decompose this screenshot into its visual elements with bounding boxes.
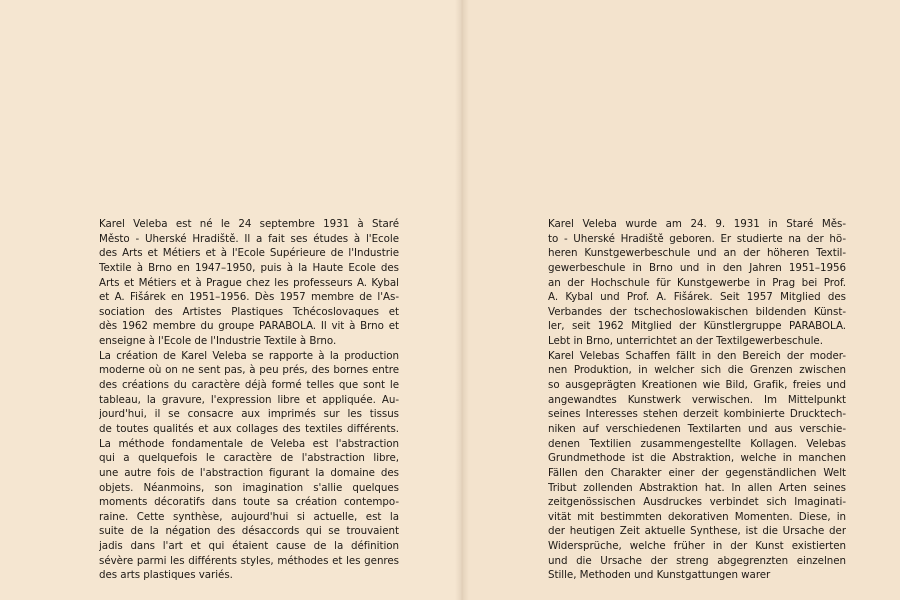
text-line: des créations du caractère déjà formé telles que sont le xyxy=(99,379,399,392)
text-line: angewandtes Kunstwerk verwischen. Im Mittelpunkt xyxy=(548,393,846,406)
text-line: La méthode fondamentale de Veleba est l'abstraction xyxy=(99,437,399,450)
text-line: des Arts et Métiers et à l'Ecole Supérieure de l'Industrie xyxy=(99,247,399,260)
text-line: des arts plastiques variés. xyxy=(99,569,233,582)
text-line: Textile à Brno en 1947–1950, puis à la Haute Ecole des xyxy=(99,261,399,274)
text-line: so ausgeprägten Kreationen wie Bild, Grafik, freies und xyxy=(548,379,846,392)
text-line: denen Textilien zusammengestellte Kollagen. Velebas xyxy=(548,437,846,450)
text-line: A. Kybal und Prof. A. Fišárek. Seit 1957 Mitglied des xyxy=(548,291,846,304)
text-line: to - Uherské Hradiště geboren. Er studierte na der hö- xyxy=(548,232,846,245)
french-text-column xyxy=(99,217,399,583)
text-line: Tribut zollenden Abstraktion hat. In allen Arten seines xyxy=(548,481,846,494)
text-line: ler, seit 1962 Mitglied der Künstlergruppe PARABOLA. xyxy=(548,320,846,333)
text-line: Město - Uherské Hradiště. Il a fait ses études à l'Ecole xyxy=(99,232,399,245)
text-line: tableau, la gravure, l'expression libre et appliquée. Au- xyxy=(99,393,399,406)
text-line: qui a quelquefois le caractère de l'abstraction libre, xyxy=(99,452,399,465)
text-line: enseigne à l'Ecole de l'Industrie Textile à Brno. xyxy=(99,335,337,348)
text-line: sociation des Artistes Plastiques Tchécoslovaques et xyxy=(99,305,399,318)
text-line: Widersprüche, welche früher in der Kunst existierten xyxy=(548,540,846,553)
text-line: seines Interesses stehen derzeit kombinierte Drucktech- xyxy=(548,408,846,421)
text-line: raine. Cette synthèse, aujourd'hui si actuelle, est la xyxy=(99,510,399,523)
text-line: Grundmethode ist die Abstraktion, welche in manchen xyxy=(548,452,846,465)
text-line: Karel Velebas Schaffen fällt in den Bereich der moder- xyxy=(548,349,846,362)
text-line: Arts et Métiers et à Prague chez les professeurs A. Kybal xyxy=(99,276,399,289)
text-line: jadis dans l'art et qui étaient cause de la définition xyxy=(99,540,399,553)
text-line: zeitgenössischen Ausdruckes verbindet sich Imaginati- xyxy=(548,496,846,509)
text-line: und die Ursache der streng abgegrenzten einzelnen xyxy=(548,554,846,567)
text-line: dès 1962 membre du groupe PARABOLA. Il vit à Brno et xyxy=(99,320,399,333)
page-gutter xyxy=(455,0,469,600)
text-line: nen Produktion, in welcher sich die Grenzen zwischen xyxy=(548,364,846,377)
text-line: Lebt in Brno, unterrichtet an der Textilgewerbeschule. xyxy=(548,335,823,348)
text-line: suite de la négation des désaccords qui se trouvaient xyxy=(99,525,399,538)
text-line: La création de Karel Veleba se rapporte à la production xyxy=(99,349,399,362)
text-line: jourd'hui, il se consacre aux imprimés sur les tissus xyxy=(99,408,399,421)
text-line: Karel Veleba wurde am 24. 9. 1931 in Staré Měs- xyxy=(548,218,846,230)
text-line: Karel Veleba est né le 24 septembre 1931 à Staré xyxy=(99,218,399,230)
text-line: moments décoratifs dans toute sa création contempo- xyxy=(99,496,399,509)
text-line: Fällen den Charakter einer der gegenständlichen Welt xyxy=(548,466,846,479)
text-line: de toutes qualités et aux collages des textiles différents. xyxy=(99,422,399,435)
german-text-column xyxy=(548,217,846,583)
text-line: objets. Néanmoins, son imagination s'allie quelques xyxy=(99,481,399,494)
text-line: niken auf verschiedenen Textilarten und aus verschie- xyxy=(548,422,846,435)
text-line: Verbandes der tschechoslowakischen bildenden Künst- xyxy=(548,305,846,318)
text-line: moderne où on ne sent pas, à peu prés, des bornes entre xyxy=(99,364,399,377)
text-line: an der Hochschule für Kunstgewerbe in Prag bei Prof. xyxy=(548,276,846,289)
text-line: une autre fois de l'abstraction figurant la domaine des xyxy=(99,466,399,479)
text-line: gewerbeschule in Brno und in den Jahren 1951–1956 xyxy=(548,261,846,274)
text-line: Stille, Methoden und Kunstgattungen warer xyxy=(548,569,771,582)
text-line: der heutigen Zeit aktuelle Synthese, ist die Ursache der xyxy=(548,525,846,538)
text-line: vität mit bestimmten dekorativen Momenten. Diese, in xyxy=(548,510,846,523)
text-line: heren Kunstgewerbeschule und an der höheren Textil- xyxy=(548,247,846,260)
text-line: sévère parmi les différents styles, méthodes et les genres xyxy=(99,554,399,567)
text-line: et A. Fišárek en 1951–1956. Dès 1957 membre de l'As- xyxy=(99,291,399,304)
